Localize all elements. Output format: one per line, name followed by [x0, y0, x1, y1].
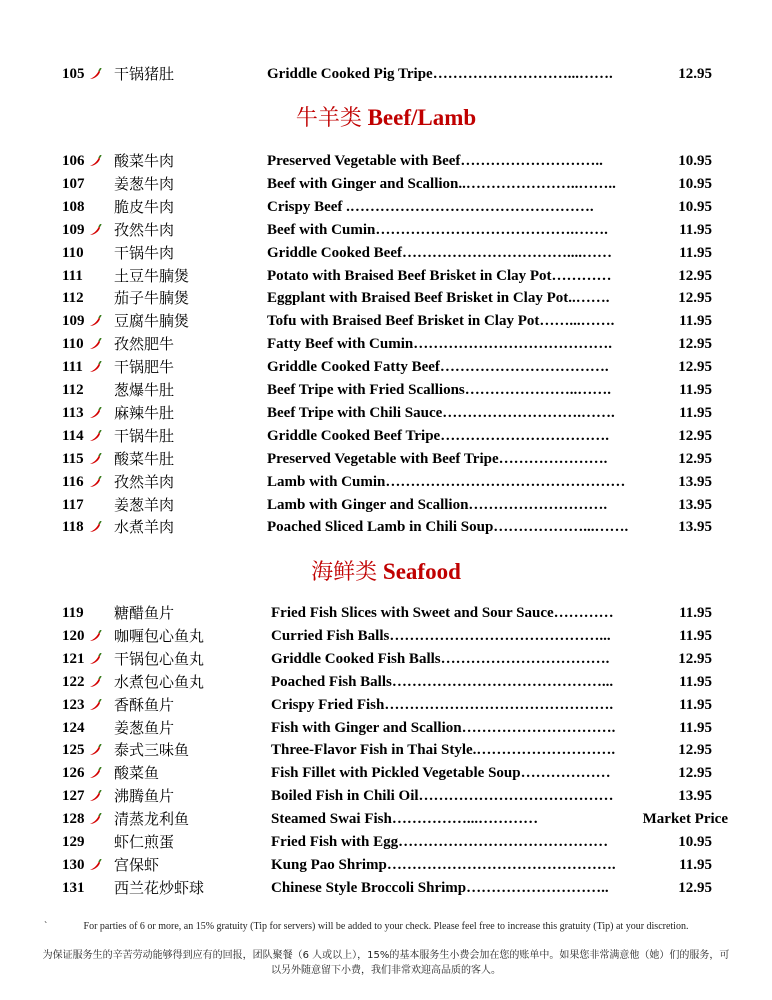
item-name-zh: 泰式三味鱼 — [114, 741, 190, 760]
item-price: 11.95 — [679, 404, 712, 421]
item-number: 123 — [62, 696, 85, 713]
item-price: 12.95 — [678, 742, 712, 759]
item-price: 11.95 — [679, 244, 712, 261]
chili-pepper-icon — [89, 653, 102, 665]
chili-pepper-icon — [89, 521, 102, 533]
item-price: 12.95 — [678, 267, 712, 284]
item-name-en: Curried Fish Balls……………………………………... — [271, 627, 611, 644]
item-name-en: Crispy Fried Fish………………………………………. — [271, 696, 614, 713]
item-price: 10.95 — [678, 834, 712, 850]
menu-item-row — [0, 333, 772, 355]
menu-item-row — [0, 785, 772, 807]
item-number: 108 — [62, 198, 85, 215]
item-number: 109 — [62, 313, 85, 330]
menu-item-row — [0, 671, 772, 693]
menu-item-row — [0, 356, 772, 378]
menu-item-row — [0, 516, 772, 538]
item-name-zh: 水煮包心鱼丸 — [114, 672, 205, 691]
chili-pepper-icon — [89, 315, 102, 327]
chili-pepper-icon — [89, 453, 102, 465]
item-name-zh: 水煮羊肉 — [114, 518, 175, 537]
chili-pepper-icon — [89, 676, 102, 688]
item-name-zh: 干锅包心鱼丸 — [114, 649, 205, 668]
item-price: 11.95 — [679, 382, 712, 398]
item-name-en: Poached Sliced Lamb in Chili Soup………………...……. — [267, 519, 629, 536]
item-name-zh: 干锅牛肉 — [114, 243, 175, 262]
item-name-zh: 清蒸龙利鱼 — [114, 810, 190, 829]
item-number: 110 — [62, 336, 84, 353]
menu-item-row — [0, 625, 772, 647]
item-number: 105 — [62, 66, 85, 82]
item-number: 112 — [62, 290, 84, 307]
menu-item-row — [0, 150, 772, 172]
item-number: 126 — [62, 765, 85, 782]
menu-item-row — [0, 854, 772, 876]
item-name-zh: 孜然肥牛 — [114, 335, 175, 354]
item-name-zh: 姜葱牛肉 — [114, 174, 175, 193]
item-price: 13.95 — [678, 473, 712, 490]
item-number: 113 — [62, 404, 84, 421]
item-price: 11.95 — [679, 313, 712, 330]
item-number: 109 — [62, 221, 85, 238]
item-price: 12.95 — [678, 336, 712, 353]
item-name-en: Fish Fillet with Pickled Vegetable Soup……………… — [271, 765, 611, 782]
item-number: 125 — [62, 742, 85, 759]
menu-item-row — [0, 379, 772, 401]
chili-pepper-icon — [89, 224, 102, 236]
menu-item-row — [0, 265, 772, 287]
menu-item-row — [0, 602, 772, 624]
item-name-zh: 宫保虾 — [114, 855, 160, 874]
chili-pepper-icon — [89, 859, 102, 871]
item-number: 127 — [62, 788, 85, 805]
item-name-en: Three-Flavor Fish in Thai Style.………………………. — [271, 742, 616, 759]
menu-item-row — [0, 739, 772, 761]
menu-item-row — [0, 196, 772, 218]
item-name-en: Fish with Ginger and Scallion…………………………. — [271, 719, 616, 736]
item-price: 12.95 — [678, 290, 712, 307]
item-number: 115 — [62, 450, 84, 467]
item-name-en: Griddle Cooked Beef……………………………....…… — [267, 244, 612, 261]
menu-item-row — [0, 448, 772, 470]
item-price: 11.95 — [679, 605, 712, 621]
menu-item-row — [0, 287, 772, 309]
seafood-section-title — [0, 557, 772, 588]
item-price: 12.95 — [678, 450, 712, 467]
menu-item-row — [0, 717, 772, 739]
chili-pepper-icon — [89, 790, 102, 802]
beef-lamb-section-title — [0, 103, 772, 134]
menu-item-row — [0, 63, 772, 85]
item-name-en: Boiled Fish in Chili Oil………………………………… — [271, 788, 614, 805]
item-name-en: Lamb with Ginger and Scallion………………………. — [267, 496, 608, 513]
section-title-en: Seafood — [382, 559, 461, 584]
item-price: 10.95 — [678, 153, 712, 169]
section-title-en: Beef/Lamb — [367, 105, 477, 130]
gratuity-notice-zh: 为保证服务生的辛苦劳动能够得到应有的回报，团队聚餐（6 人或以上），15%的基本服务生小费会加在您的账单中。如果您非常满意他（她）们的服务，可以另外随意留下小费，我们非常欢迎高品质的客人。 — [42, 950, 730, 976]
item-price: 11.95 — [679, 856, 712, 873]
menu-item-row — [0, 808, 772, 830]
item-number: 111 — [62, 267, 83, 284]
item-price: 12.95 — [678, 879, 712, 896]
gratuity-notice-en: For parties of 6 or more, an 15% gratuity (Tip for servers) will be added to your check. Please feel free to increase this gratuity (Tip) at your discretion. — [83, 921, 689, 932]
item-name-zh: 葱爆牛肚 — [114, 381, 175, 399]
item-price: 10.95 — [678, 175, 712, 192]
item-name-en: Beef Tripe with Chili Sauce……………………….……. — [267, 404, 615, 421]
item-name-en: Lamb with Cumin………………………………………… — [267, 473, 626, 490]
item-number: 128 — [62, 811, 85, 828]
item-name-zh: 咖喱包心鱼丸 — [114, 626, 205, 645]
chili-pepper-icon — [89, 407, 102, 419]
item-name-zh: 豆腐牛腩煲 — [114, 312, 190, 331]
item-number: 114 — [62, 427, 84, 444]
footer-mark: ` — [44, 921, 48, 932]
item-number: 118 — [62, 519, 84, 536]
item-name-en: Preserved Vegetable with Beef Tripe…………………. — [267, 450, 608, 467]
menu-item-row — [0, 694, 772, 716]
item-name-zh: 西兰花炒虾球 — [114, 878, 205, 897]
menu-item-row — [0, 471, 772, 493]
item-number: 120 — [62, 627, 85, 644]
item-name-en: Griddle Cooked Beef Tripe……………………………. — [267, 427, 609, 444]
item-price: 11.95 — [679, 627, 712, 644]
item-number: 122 — [62, 673, 85, 690]
item-number: 121 — [62, 650, 85, 667]
item-price: 11.95 — [679, 673, 712, 690]
section-title-zh: 海鲜类 — [311, 560, 378, 585]
item-price: 13.95 — [678, 496, 712, 513]
chili-pepper-icon — [89, 630, 102, 642]
item-name-zh: 孜然牛肉 — [114, 220, 175, 239]
item-name-zh: 糖醋鱼片 — [114, 604, 175, 622]
item-name-zh: 茄子牛腩煲 — [114, 289, 190, 308]
item-name-en: Fried Fish Slices with Sweet and Sour Sauce………… — [271, 605, 614, 621]
item-name-en: Eggplant with Braised Beef Brisket in Clay Pot..……. — [267, 290, 610, 307]
chili-pepper-icon — [89, 430, 102, 442]
chili-pepper-icon — [89, 744, 102, 756]
item-number: 107 — [62, 175, 85, 192]
chili-pepper-icon — [89, 476, 102, 488]
item-name-en: Fried Fish with Egg…………………………………… — [271, 834, 609, 850]
menu-item-row — [0, 402, 772, 424]
item-name-zh: 麻辣牛肚 — [114, 403, 175, 422]
item-price: 12.95 — [678, 427, 712, 444]
item-number: 130 — [62, 856, 85, 873]
section-title-zh: 牛羊类 — [295, 106, 362, 131]
item-name-zh: 干锅猪肚 — [114, 65, 175, 83]
item-name-en: Beef with Ginger and Scallion..…………………..…….. — [267, 175, 616, 192]
menu-item-row — [0, 877, 772, 899]
item-name-zh: 干锅牛肚 — [114, 426, 175, 445]
item-name-zh: 虾仁煎蛋 — [114, 833, 175, 851]
item-name-en: Potato with Braised Beef Brisket in Clay Pot………… — [267, 267, 612, 284]
item-name-zh: 姜葱鱼片 — [114, 718, 175, 737]
menu-item-row — [0, 242, 772, 264]
item-name-zh: 干锅肥牛 — [114, 358, 175, 377]
chili-pepper-icon — [89, 338, 102, 350]
menu-item-row — [0, 648, 772, 670]
item-number: 131 — [62, 879, 85, 896]
item-price: 12.95 — [678, 66, 712, 82]
item-price: 11.95 — [679, 221, 712, 238]
item-number: 110 — [62, 244, 84, 261]
item-number: 117 — [62, 496, 84, 513]
chili-pepper-icon — [89, 361, 102, 373]
item-name-zh: 脆皮牛肉 — [114, 197, 175, 216]
item-number: 119 — [62, 605, 84, 621]
item-name-en: Chinese Style Broccoli Shrimp……………………….. — [271, 879, 609, 896]
item-name-en: Tofu with Braised Beef Brisket in Clay Pot……...……. — [267, 313, 615, 330]
item-number: 111 — [62, 359, 83, 376]
item-price: 11.95 — [679, 696, 712, 713]
item-name-en: Beef with Cumin………………………………….……. — [267, 221, 608, 238]
item-number: 124 — [62, 719, 85, 736]
item-name-zh: 酸菜牛肚 — [114, 449, 175, 468]
chili-pepper-icon — [89, 155, 102, 167]
item-name-zh: 姜葱羊肉 — [114, 495, 175, 514]
menu-item-row — [0, 494, 772, 516]
item-name-zh: 土豆牛腩煲 — [114, 266, 190, 285]
item-name-en: Griddle Cooked Fatty Beef……………………………. — [267, 359, 609, 376]
menu-item-row — [0, 831, 772, 853]
item-name-zh: 酸菜牛肉 — [114, 152, 175, 170]
item-price: 10.95 — [678, 198, 712, 215]
item-name-en: Preserved Vegetable with Beef……………………….. — [267, 153, 603, 169]
item-number: 129 — [62, 834, 85, 850]
item-name-en: Steamed Swai Fish……………...………… — [271, 811, 539, 828]
chili-pepper-icon — [89, 767, 102, 779]
menu-item-row — [0, 310, 772, 332]
item-name-en: Griddle Cooked Fish Balls……………………………. — [271, 650, 610, 667]
menu-item-row — [0, 219, 772, 241]
item-price: 13.95 — [678, 519, 712, 536]
item-number: 106 — [62, 153, 85, 169]
item-name-en: Kung Pao Shrimp………………………………………. — [271, 856, 616, 873]
item-name-zh: 沸腾鱼片 — [114, 787, 175, 806]
item-name-en: Poached Fish Balls……………………………………... — [271, 673, 614, 690]
chili-pepper-icon — [89, 699, 102, 711]
item-name-en: Crispy Beef .…………………………………………. — [267, 198, 594, 215]
item-price: 12.95 — [678, 650, 712, 667]
item-name-zh: 孜然羊肉 — [114, 472, 175, 491]
item-name-en: Beef Tripe with Fried Scallions…………………..……. — [267, 382, 612, 398]
item-number: 116 — [62, 473, 84, 490]
menu-item-row — [0, 173, 772, 195]
item-price: 12.95 — [678, 359, 712, 376]
chili-pepper-icon — [89, 813, 102, 825]
item-price: Market Price — [642, 811, 728, 828]
item-name-zh: 香酥鱼片 — [114, 695, 175, 714]
menu-item-row — [0, 425, 772, 447]
menu-item-row — [0, 762, 772, 784]
item-price: 11.95 — [679, 719, 712, 736]
item-price: 12.95 — [678, 765, 712, 782]
item-name-en: Griddle Cooked Pig Tripe………………………...……. — [267, 66, 613, 82]
chili-pepper-icon — [89, 68, 102, 80]
item-price: 13.95 — [678, 788, 712, 805]
item-name-zh: 酸菜鱼 — [114, 764, 160, 783]
item-number: 112 — [62, 382, 84, 398]
item-name-en: Fatty Beef with Cumin…………………………………. — [267, 336, 612, 353]
